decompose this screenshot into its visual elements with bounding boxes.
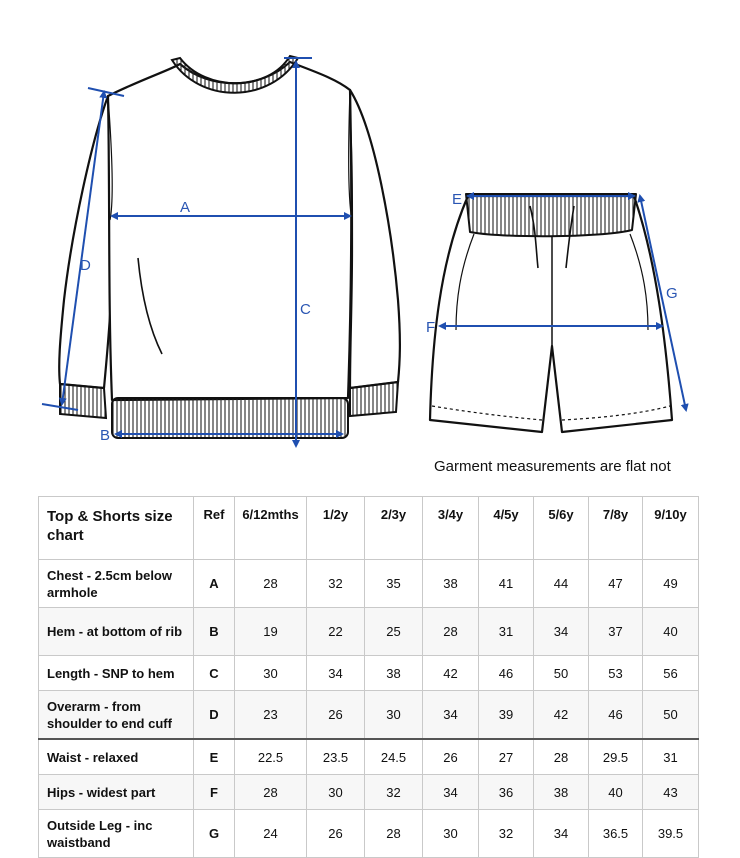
size-header: 7/8y: [589, 497, 643, 560]
cell-value: 35: [365, 560, 423, 608]
label-d: D: [80, 257, 91, 274]
table-row: [39, 739, 699, 775]
cell-value: 36: [479, 775, 534, 810]
cell-value: 30: [423, 810, 479, 858]
cell-value: 44: [534, 560, 589, 608]
cell-value: 38: [365, 656, 423, 691]
cell-value: 40: [643, 608, 699, 656]
label-b: B: [100, 427, 111, 444]
cell-value: 39.5: [643, 810, 699, 858]
cell-value: 29.5: [589, 739, 643, 775]
size-header: 4/5y: [479, 497, 534, 560]
cell-value: 43: [643, 775, 699, 810]
left-cuff: [60, 384, 106, 418]
row-ref: B: [194, 608, 235, 656]
cell-value: 34: [423, 691, 479, 740]
size-header: 2/3y: [365, 497, 423, 560]
cell-value: 28: [534, 739, 589, 775]
cell-value: 24: [235, 810, 307, 858]
row-ref: D: [194, 691, 235, 740]
cell-value: 26: [423, 739, 479, 775]
cell-value: 38: [423, 560, 479, 608]
table-header-row: [39, 497, 699, 560]
cell-value: 50: [643, 691, 699, 740]
size-header: 5/6y: [534, 497, 589, 560]
cell-value: 34: [534, 810, 589, 858]
cell-value: 30: [235, 656, 307, 691]
cell-value: 23.5: [307, 739, 365, 775]
cell-value: 23: [235, 691, 307, 740]
cell-value: 22.5: [235, 739, 307, 775]
cell-value: 28: [423, 608, 479, 656]
row-ref: F: [194, 775, 235, 810]
cell-value: 25: [365, 608, 423, 656]
cell-value: 30: [365, 691, 423, 740]
cell-value: 32: [479, 810, 534, 858]
cell-value: 40: [589, 775, 643, 810]
cell-value: 19: [235, 608, 307, 656]
cell-value: 28: [235, 775, 307, 810]
table-row: [39, 560, 699, 608]
cell-value: 31: [479, 608, 534, 656]
sweatshirt-drawing: [59, 62, 400, 400]
cell-value: 46: [589, 691, 643, 740]
size-chart-table: [38, 496, 699, 858]
cell-value: 31: [643, 739, 699, 775]
cell-value: 37: [589, 608, 643, 656]
label-e: E: [452, 191, 463, 208]
label-g: G: [666, 285, 678, 302]
cell-value: 49: [643, 560, 699, 608]
label-f: F: [426, 319, 436, 336]
cell-value: 27: [479, 739, 534, 775]
row-label: Waist - relaxed: [39, 739, 194, 775]
row-ref: G: [194, 810, 235, 858]
cell-value: 28: [235, 560, 307, 608]
measurement-caption: Garment measurements are flat not: [434, 458, 671, 475]
row-label: Overarm - from shoulder to end cuff: [39, 691, 194, 740]
label-a: A: [180, 199, 191, 216]
cell-value: 32: [365, 775, 423, 810]
size-header: 9/10y: [643, 497, 699, 560]
cell-value: 34: [534, 608, 589, 656]
cell-value: 39: [479, 691, 534, 740]
size-header: 3/4y: [423, 497, 479, 560]
hem-rib: [112, 398, 348, 438]
cell-value: 34: [307, 656, 365, 691]
size-header: 1/2y: [307, 497, 365, 560]
cell-value: 30: [307, 775, 365, 810]
table-row: [39, 691, 699, 740]
cell-value: 42: [423, 656, 479, 691]
cell-value: 56: [643, 656, 699, 691]
cell-value: 41: [479, 560, 534, 608]
table-row: [39, 775, 699, 810]
right-cuff: [350, 382, 398, 416]
cell-value: 42: [534, 691, 589, 740]
row-ref: C: [194, 656, 235, 691]
cell-value: 38: [534, 775, 589, 810]
row-label: Hips - widest part: [39, 775, 194, 810]
cell-value: 22: [307, 608, 365, 656]
ref-header: Ref: [194, 497, 235, 560]
cell-value: 24.5: [365, 739, 423, 775]
row-label: Hem - at bottom of rib: [39, 608, 194, 656]
cell-value: 47: [589, 560, 643, 608]
table-title: Top & Shorts size chart: [39, 497, 194, 560]
label-c: C: [300, 301, 311, 318]
cell-value: 26: [307, 810, 365, 858]
cell-value: 26: [307, 691, 365, 740]
row-label: Length - SNP to hem: [39, 656, 194, 691]
row-ref: E: [194, 739, 235, 775]
cell-value: 36.5: [589, 810, 643, 858]
cell-value: 53: [589, 656, 643, 691]
table-row: [39, 608, 699, 656]
cell-value: 32: [307, 560, 365, 608]
row-label: Chest - 2.5cm below armhole: [39, 560, 194, 608]
row-ref: A: [194, 560, 235, 608]
cell-value: 50: [534, 656, 589, 691]
shorts-drawing: [430, 194, 672, 432]
cell-value: 34: [423, 775, 479, 810]
cell-value: 28: [365, 810, 423, 858]
table-row: [39, 656, 699, 691]
cell-value: 46: [479, 656, 534, 691]
row-label: Outside Leg - inc waistband: [39, 810, 194, 858]
size-header: 6/12mths: [235, 497, 307, 560]
